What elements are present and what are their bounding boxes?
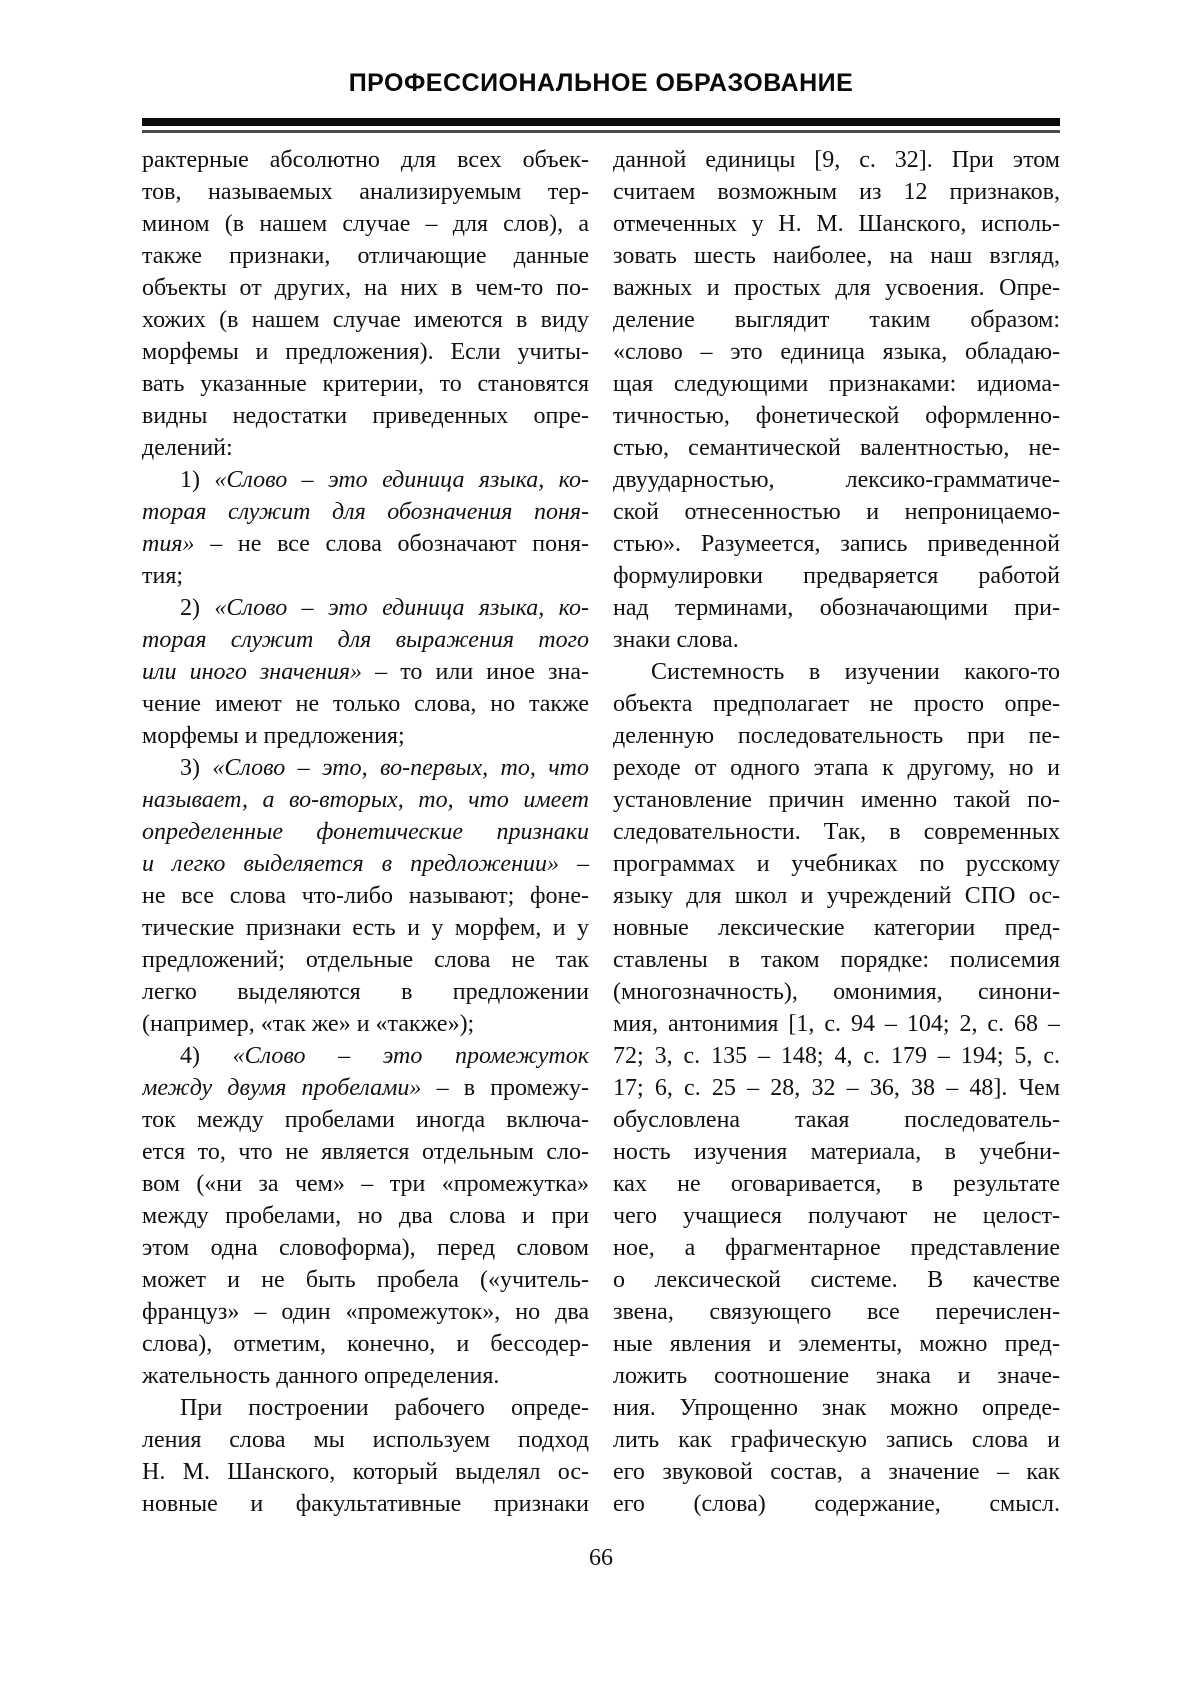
text-line: формулировки предваряется работой: [613, 563, 1060, 589]
text-line: 17; 6, с. 25 – 28, 32 – 36, 38 – 48]. Чем: [613, 1075, 1060, 1101]
text-line: ток между пробелами иногда включа-: [142, 1107, 589, 1133]
text-line: слова), отметим, конечно, и бессодер-: [142, 1331, 589, 1357]
text-line: предложений; отдельные слова не так: [142, 947, 589, 973]
text-line: отмеченных у Н. М. Шанского, исполь-: [613, 211, 1060, 237]
text-line: звена, связующего все перечислен-: [613, 1299, 1060, 1325]
text-line: данной единицы [9, с. 32]. При этом: [613, 147, 1060, 173]
text-line: 1) «Слово – это единица языка, ко-: [180, 467, 589, 493]
text-line: двуударностью, лексико-грамматиче-: [613, 467, 1060, 493]
text-line: новные лексические категории пред-: [613, 915, 1060, 941]
text-line: объекта предполагает не просто опре-: [613, 691, 1060, 717]
text-line: При построении рабочего опреде-: [180, 1395, 589, 1421]
text-line: языку для школ и учреждений СПО ос-: [613, 883, 1060, 909]
text-line: тия» – не все слова обозначают поня-: [142, 531, 589, 557]
text-line: между двумя пробелами» – в промежу-: [142, 1075, 589, 1101]
text-line: между пробелами, но два слова и при: [142, 1203, 589, 1229]
text-line: стью». Разумеется, запись приведенной: [613, 531, 1060, 557]
text-line: этом одна словоформа), перед словом: [142, 1235, 589, 1261]
text-line: его звуковой состав, а значение – как: [613, 1459, 1060, 1485]
text-line: ления слова мы используем подход: [142, 1427, 589, 1453]
text-line: ные явления и элементы, можно пред-: [613, 1331, 1060, 1357]
text-line: его (слова) содержание, смысл.: [613, 1491, 1060, 1517]
text-line: обусловлена такая последователь-: [613, 1107, 1060, 1133]
text-line: 72; 3, с. 135 – 148; 4, с. 179 – 194; 5, с.: [613, 1043, 1060, 1069]
text-line: деление выглядит таким образом:: [613, 307, 1060, 333]
text-line: француз» – один «промежуток», но два: [142, 1299, 589, 1325]
text-line: стью, семантической валентностью, не-: [613, 435, 1060, 461]
text-line: (например, «так же» и «также»);: [142, 1011, 475, 1037]
text-line: ложить соотношение знака и значе-: [613, 1363, 1060, 1389]
text-line: зовать шесть наиболее, на наш взгляд,: [613, 243, 1060, 269]
text-line: торая служит для выражения того: [142, 627, 589, 653]
text-line: лить как графическую запись слова и: [613, 1427, 1060, 1453]
text-line: установление причин именно такой по-: [613, 787, 1060, 813]
text-line: рактерные абсолютно для всех объек-: [142, 147, 589, 173]
text-line: может и не быть пробела («учитель-: [142, 1267, 589, 1293]
text-line: морфемы и предложения). Если учиты-: [142, 339, 589, 365]
text-line: не все слова что-либо называют; фоне-: [142, 883, 589, 909]
text-line: делений:: [142, 435, 233, 461]
header-rule: [142, 118, 1060, 133]
text-line: или иного значения» – то или иное зна-: [142, 659, 589, 685]
text-line: программах и учебниках по русскому: [613, 851, 1060, 877]
text-line: ской отнесенностью и непроницаемо-: [613, 499, 1060, 525]
text-line: ность изучения материала, в учебни-: [613, 1139, 1060, 1165]
text-line: реходе от одного этапа к другому, но и: [613, 755, 1060, 781]
text-line: «слово – это единица языка, обладаю-: [613, 339, 1060, 365]
text-line: о лексической системе. В качестве: [613, 1267, 1060, 1293]
text-line: ставлены в таком порядке: полисемия: [613, 947, 1060, 973]
text-line: Н. М. Шанского, который выделял ос-: [142, 1459, 589, 1485]
header-rule-thick-line: [142, 118, 1060, 126]
text-line: знаки слова.: [613, 627, 739, 653]
text-column-right: [613, 144, 1060, 1520]
page-number: 66: [589, 1545, 613, 1571]
text-line: ется то, что не является отдельным сло-: [142, 1139, 589, 1165]
text-line: мия, антонимия [1, с. 94 – 104; 2, с. 68 –: [613, 1011, 1060, 1037]
text-line: тичностью, фонетической оформленно-: [613, 403, 1060, 429]
text-line: чение имеют не только слова, но также: [142, 691, 589, 717]
text-line: важных и простых для усвоения. Опре-: [613, 275, 1060, 301]
text-line: щая следующими признаками: идиома-: [613, 371, 1060, 397]
text-line: чего учащиеся получают не целост-: [613, 1203, 1060, 1229]
article-body: [142, 144, 1060, 1520]
text-line: и легко выделяется в предложении» –: [142, 851, 589, 877]
text-line: называет, а во-вторых, то, что имеет: [142, 787, 589, 813]
text-line: тические признаки есть и у морфем, и у: [142, 915, 589, 941]
text-line: тия;: [142, 563, 184, 589]
text-line: новные и факультативные признаки: [142, 1491, 589, 1517]
text-line: (многозначность), омонимия, синони-: [613, 979, 1060, 1005]
text-line: также признаки, отличающие данные: [142, 243, 589, 269]
text-line: определенные фонетические признаки: [142, 819, 589, 845]
text-line: жательность данного определения.: [142, 1363, 500, 1389]
text-line: хожих (в нашем случае имеются в виду: [142, 307, 589, 333]
running-head-title: ПРОФЕССИОНАЛЬНОЕ ОБРАЗОВАНИЕ: [348, 69, 854, 97]
text-line: объекты от других, на них в чем-то по-: [142, 275, 589, 301]
text-line: видны недостатки приведенных опре-: [142, 403, 589, 429]
text-line: тов, называемых анализируемым тер-: [142, 179, 589, 205]
text-line: следовательности. Так, в современных: [613, 819, 1060, 845]
text-line: ках не оговаривается, в результате: [613, 1171, 1060, 1197]
text-line: мином (в нашем случае – для слов), а: [142, 211, 589, 237]
text-line: 4) «Слово – это промежуток: [180, 1043, 589, 1069]
text-line: Системность в изучении какого-то: [651, 659, 1060, 685]
text-column-left: [142, 144, 589, 1520]
text-line: легко выделяются в предложении: [142, 979, 589, 1005]
text-line: 2) «Слово – это единица языка, ко-: [180, 595, 589, 621]
text-line: считаем возможным из 12 признаков,: [613, 179, 1060, 205]
text-line: деленную последовательность при пе-: [613, 723, 1060, 749]
text-line: ное, а фрагментарное представление: [613, 1235, 1060, 1261]
header-rule-thin-line: [142, 130, 1060, 133]
text-line: 3) «Слово – это, во-первых, то, что: [180, 755, 589, 781]
text-line: торая служит для обозначения поня-: [142, 499, 589, 525]
text-line: вом («ни за чем» – три «промежутка»: [142, 1171, 589, 1197]
text-line: над терминами, обозначающими при-: [613, 595, 1060, 621]
text-line: морфемы и предложения;: [142, 723, 405, 749]
text-line: ния. Упрощенно знак можно опреде-: [613, 1395, 1060, 1421]
text-line: вать указанные критерии, то становятся: [142, 371, 589, 397]
